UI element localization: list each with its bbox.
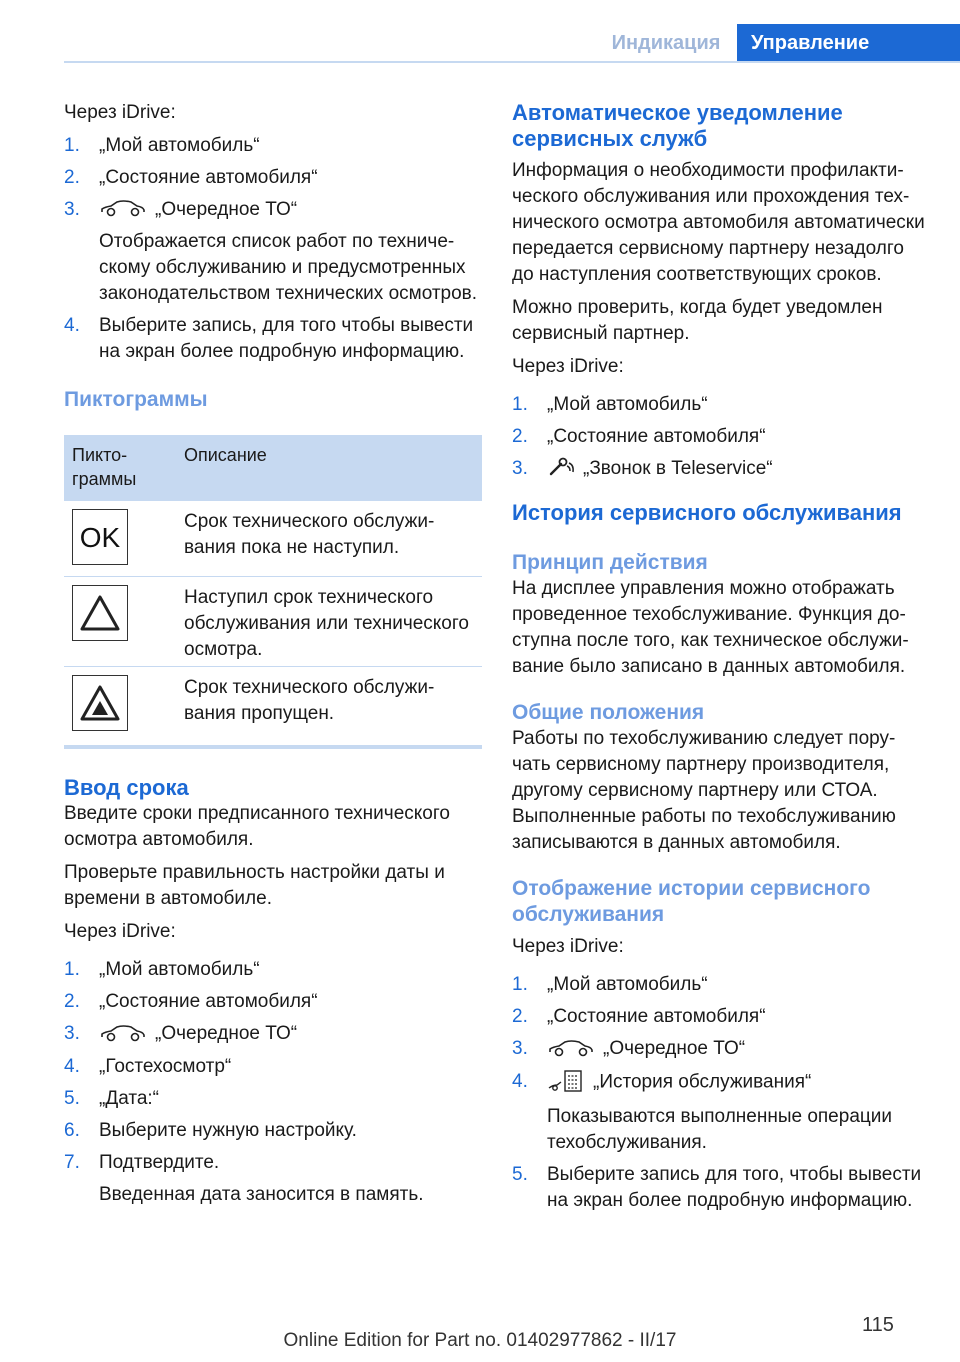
list-number: 2. — [512, 426, 528, 447]
list-item-note: Введенная дата заносится в память. — [99, 1183, 424, 1205]
steps-list-4 — [512, 972, 926, 1213]
pictograms-table — [64, 435, 482, 749]
service-history-heading: История сервисного обслуживания — [512, 500, 902, 526]
list-number: 5. — [512, 1163, 528, 1185]
list-item-text: „Очередное ТО“ — [603, 1038, 746, 1060]
paragraph: Введите сроки предписанного технического осмотра автомобиля. — [64, 803, 450, 851]
car-icon — [99, 1023, 147, 1048]
list-item — [64, 197, 482, 307]
via-idrive-label: Через iDrive: — [512, 356, 624, 377]
left-column — [64, 100, 482, 1214]
service-wrench-icon — [547, 457, 575, 482]
service-history-icon — [547, 1069, 585, 1098]
list-item — [512, 456, 926, 482]
list-item-text: „Мой автомобиль“ — [99, 135, 260, 156]
list-item — [64, 133, 482, 159]
paragraph: На дисплее управления можно отображать проведенное техобслуживание. Функция доступна после того, как техническое обслуживание было записано в данных автомобиля. — [512, 578, 909, 678]
list-item-text: Выберите нужную настройку. — [99, 1119, 357, 1141]
list-item-text: „Мой автомобиль“ — [99, 959, 260, 981]
list-item — [512, 392, 926, 418]
list-item — [64, 165, 482, 191]
list-item-text: Выберите запись, для того чтобы вывести на экран более подробную информацию. — [99, 315, 474, 363]
steps-list-1 — [64, 133, 482, 365]
list-number: 1. — [64, 959, 80, 981]
list-item — [64, 1021, 482, 1047]
ok-icon — [72, 509, 128, 565]
warning-triangle-filled-icon — [72, 675, 128, 731]
table-row — [64, 577, 482, 667]
list-item — [512, 972, 926, 998]
list-number: 3. — [512, 458, 528, 479]
table-cell-description: Срок технического обслуживания пока не наступил. — [184, 511, 435, 559]
list-item — [512, 1069, 926, 1156]
steps-list-2 — [64, 957, 482, 1207]
general-heading: Общие положения — [512, 701, 705, 725]
paragraph: Проверьте правильность настройки даты и времени в автомобиле. — [64, 862, 445, 910]
list-number: 1. — [512, 394, 528, 415]
paragraph: Работы по техобслуживанию следует поручать сервисному партнеру производителя, другому сервисному партнеру или СТОА. Выполненные работы по техобслуживанию записываются в данных автомобиля. — [512, 728, 896, 854]
header-divider — [64, 61, 960, 63]
list-number: 4. — [64, 1055, 80, 1077]
via-idrive-label: Через iDrive: — [64, 921, 176, 943]
principle-heading: Принцип действия — [512, 551, 708, 575]
list-item-text: „Дата:“ — [99, 1087, 160, 1109]
list-item-text: „Состояние автомобиля“ — [99, 167, 318, 188]
list-number: 5. — [64, 1087, 80, 1109]
list-item-text: „Мой автомобиль“ — [547, 394, 708, 415]
list-number: 4. — [64, 315, 80, 337]
list-item — [512, 1036, 926, 1062]
list-item — [512, 1004, 926, 1030]
list-number: 2. — [64, 167, 80, 188]
list-item-text: „Состояние автомобиля“ — [547, 1006, 766, 1028]
list-item-text: Выберите запись для того, чтобы вывести на экран более подробную информацию. — [547, 1163, 922, 1211]
warning-triangle-icon — [72, 585, 128, 641]
paragraph: Можно проверить, когда будет уведомлен сервисный партнер. — [512, 297, 883, 344]
list-item — [64, 1054, 482, 1080]
tab-indication[interactable]: Индикация — [611, 32, 721, 54]
list-number: 1. — [64, 135, 80, 156]
car-icon — [99, 198, 147, 223]
list-item-text: „Очередное ТО“ — [155, 1023, 298, 1045]
list-item-text: „Состояние автомобиля“ — [547, 426, 766, 447]
list-item — [512, 1162, 926, 1214]
pictograms-heading: Пиктограммы — [64, 388, 208, 412]
via-idrive-label: Через iDrive: — [512, 936, 624, 958]
auto-notification-heading: Автоматическое уведомление сервисных служб — [512, 100, 843, 151]
table-row — [64, 501, 482, 577]
list-item — [64, 1150, 482, 1208]
list-item — [64, 989, 482, 1015]
table-cell-description: Срок технического обслуживания пропущен. — [184, 677, 435, 725]
paragraph: Информация о необходимости профилактического обслуживания или прохождения технического осмотра автомобиля автоматически передается сервисному партнеру незадолго до наступления соответствующих сроков. — [512, 160, 925, 285]
column-header-pictograms: Пиктограммы — [72, 445, 137, 490]
list-number: 4. — [512, 1070, 528, 1092]
list-item-text: „Гостехосмотр“ — [99, 1055, 232, 1077]
list-item — [64, 957, 482, 983]
list-number: 3. — [512, 1038, 528, 1060]
via-idrive-label: Через iDrive: — [64, 102, 176, 123]
list-number: 7. — [64, 1151, 80, 1173]
list-number: 2. — [64, 991, 80, 1013]
car-icon — [547, 1038, 595, 1063]
list-number: 1. — [512, 974, 528, 996]
list-item-text: Подтвердите. — [99, 1151, 220, 1173]
list-item — [64, 313, 482, 365]
list-item-note: Отображается список работ по техническому обслуживанию и предусмотренных законодательством технических осмотров. — [99, 231, 478, 305]
list-number: 6. — [64, 1119, 80, 1141]
svg-text:OK: OK — [79, 522, 121, 553]
edition-footer: Online Edition for Part no. 01402977862 - II/17 — [283, 1330, 677, 1351]
display-history-heading: Отображение истории сервисного обслуживания — [512, 877, 871, 927]
list-item-note: Показываются выполненные операции техобслуживания. — [547, 1105, 892, 1153]
list-item-text: „История обслуживания“ — [593, 1071, 812, 1093]
table-row — [64, 667, 482, 743]
steps-list-3 — [512, 392, 926, 482]
list-item — [64, 1086, 482, 1112]
list-number: 2. — [512, 1006, 528, 1028]
list-item — [64, 1118, 482, 1144]
list-item-text: „Звонок в Teleservice“ — [583, 458, 773, 479]
list-item-text: „Мой автомобиль“ — [547, 974, 708, 996]
table-bottom-rule — [64, 745, 482, 749]
list-number: 3. — [64, 199, 80, 220]
list-item-text: „Состояние автомобиля“ — [99, 991, 318, 1013]
table-header — [64, 435, 482, 501]
column-header-description: Описание — [184, 445, 267, 466]
page-number: 115 — [862, 1314, 894, 1336]
tab-control[interactable]: Управление — [737, 24, 960, 62]
list-item — [512, 424, 926, 450]
list-item-text: „Очередное ТО“ — [155, 199, 298, 220]
date-entry-heading: Ввод срока — [64, 775, 189, 801]
right-column — [512, 100, 926, 1220]
list-number: 3. — [64, 1023, 80, 1045]
table-cell-description: Наступил срок технического обслуживания или технического осмотра. — [184, 587, 469, 661]
